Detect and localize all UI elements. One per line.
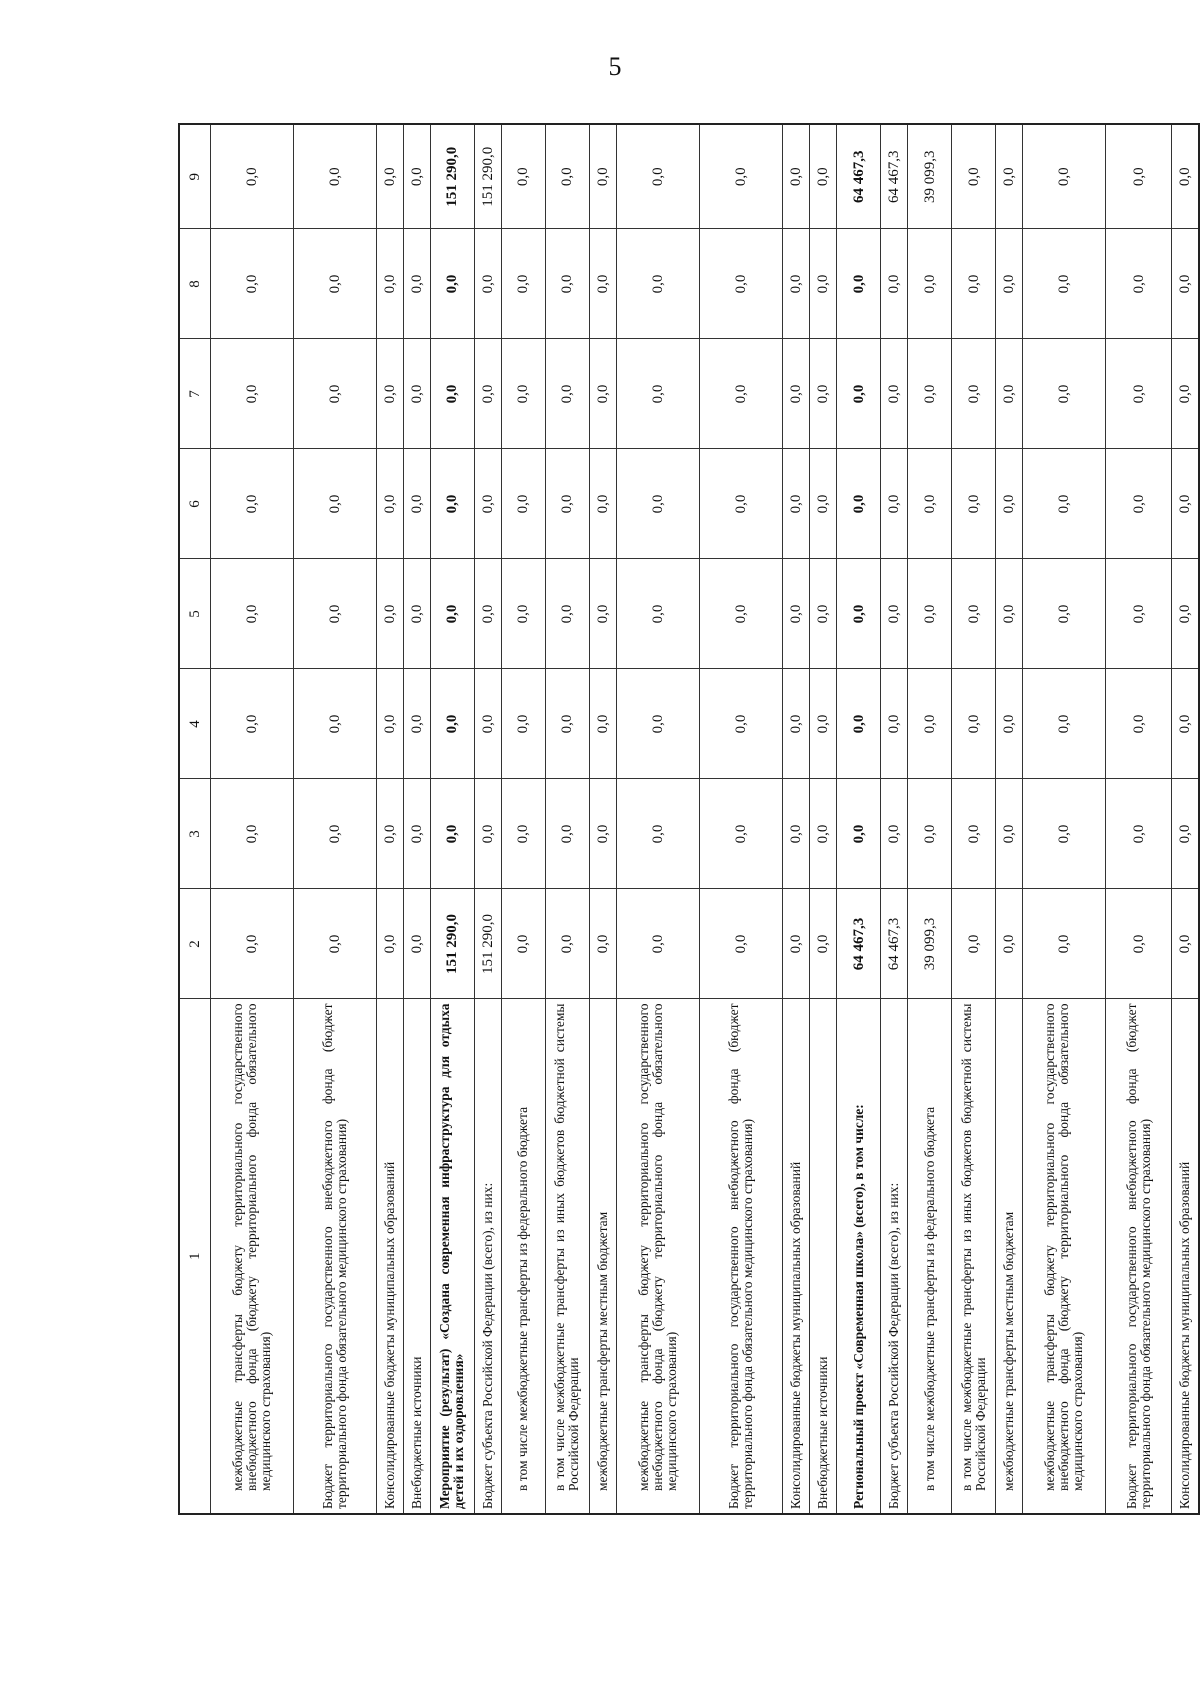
row-value: 0,0 xyxy=(837,339,881,449)
row-value: 0,0 xyxy=(293,559,376,669)
row-value: 0,0 xyxy=(1023,124,1106,229)
row-value: 0,0 xyxy=(837,229,881,339)
row-value: 0,0 xyxy=(1023,229,1106,339)
table-row xyxy=(700,124,783,1514)
row-value: 0,0 xyxy=(908,779,952,889)
table-row xyxy=(952,124,996,1514)
row-value: 151 290,0 xyxy=(475,124,502,229)
row-value: 0,0 xyxy=(810,889,837,999)
row-value: 0,0 xyxy=(810,559,837,669)
row-value: 151 290,0 xyxy=(475,889,502,999)
column-header: 7 xyxy=(179,339,210,449)
row-value: 0,0 xyxy=(996,339,1023,449)
row-label: Мероприятие (результат) «Создана современная инфраструктура для отдыха детей и их оздоровления» xyxy=(430,999,474,1514)
row-value: 0,0 xyxy=(1172,779,1199,889)
row-value: 0,0 xyxy=(1023,339,1106,449)
row-value: 0,0 xyxy=(1106,889,1172,999)
row-value: 0,0 xyxy=(210,779,293,889)
row-value: 0,0 xyxy=(545,229,589,339)
table-row xyxy=(545,124,589,1514)
row-value: 0,0 xyxy=(996,449,1023,559)
row-value: 0,0 xyxy=(700,889,783,999)
column-header: 4 xyxy=(179,669,210,779)
row-value: 0,0 xyxy=(293,339,376,449)
table-row xyxy=(1023,124,1106,1514)
row-label: межбюджетные трансферты бюджету территориального государственного внебюджетного фонда (бюджету территориального фонда обязательного медицинского страхования) xyxy=(1023,999,1106,1514)
row-value: 0,0 xyxy=(590,229,617,339)
row-value: 0,0 xyxy=(404,669,431,779)
row-value: 151 290,0 xyxy=(430,124,474,229)
row-label: Внебюджетные источники xyxy=(404,999,431,1514)
row-value: 0,0 xyxy=(377,229,404,339)
row-value: 0,0 xyxy=(1106,559,1172,669)
row-value: 151 290,0 xyxy=(430,889,474,999)
row-value: 0,0 xyxy=(377,124,404,229)
row-value: 0,0 xyxy=(501,449,545,559)
row-value: 0,0 xyxy=(501,339,545,449)
row-value: 0,0 xyxy=(881,669,908,779)
row-label: Бюджет территориального государственного внебюджетного фонда (бюджет территориального фонда обязательного медицинского страхования) xyxy=(1106,999,1172,1514)
row-value: 0,0 xyxy=(810,669,837,779)
row-value: 0,0 xyxy=(377,889,404,999)
row-value: 0,0 xyxy=(404,124,431,229)
table-row xyxy=(1106,124,1172,1514)
row-value: 0,0 xyxy=(1172,889,1199,999)
table-row xyxy=(996,124,1023,1514)
row-value: 0,0 xyxy=(1106,669,1172,779)
row-value: 0,0 xyxy=(501,889,545,999)
row-value: 0,0 xyxy=(837,559,881,669)
row-value: 0,0 xyxy=(475,449,502,559)
row-value: 0,0 xyxy=(996,669,1023,779)
table-row xyxy=(590,124,617,1514)
row-value: 0,0 xyxy=(377,449,404,559)
row-value: 0,0 xyxy=(293,889,376,999)
row-value: 0,0 xyxy=(996,889,1023,999)
row-value: 0,0 xyxy=(837,779,881,889)
row-value: 0,0 xyxy=(810,339,837,449)
row-value: 0,0 xyxy=(1172,339,1199,449)
row-value: 0,0 xyxy=(952,669,996,779)
column-header: 8 xyxy=(179,229,210,339)
row-value: 0,0 xyxy=(837,669,881,779)
row-value: 0,0 xyxy=(501,669,545,779)
row-value: 0,0 xyxy=(501,124,545,229)
row-value: 39 099,3 xyxy=(908,889,952,999)
row-value: 0,0 xyxy=(590,559,617,669)
row-value: 0,0 xyxy=(810,229,837,339)
row-value: 0,0 xyxy=(404,229,431,339)
row-value: 0,0 xyxy=(1023,449,1106,559)
row-value: 0,0 xyxy=(616,449,699,559)
table-row xyxy=(616,124,699,1514)
row-value: 0,0 xyxy=(700,779,783,889)
row-value: 0,0 xyxy=(404,559,431,669)
row-value: 0,0 xyxy=(590,669,617,779)
row-value: 0,0 xyxy=(616,889,699,999)
row-value: 0,0 xyxy=(590,339,617,449)
row-value: 64 467,3 xyxy=(837,889,881,999)
row-value: 0,0 xyxy=(700,559,783,669)
row-value: 0,0 xyxy=(881,339,908,449)
row-label: Бюджет территориального государственного внебюджетного фонда (бюджет территориального фонда обязательного медицинского страхования) xyxy=(293,999,376,1514)
row-value: 0,0 xyxy=(590,889,617,999)
row-label: Бюджет субъекта Российской Федерации (всего), из них: xyxy=(881,999,908,1514)
row-value: 0,0 xyxy=(377,339,404,449)
row-value: 0,0 xyxy=(1106,339,1172,449)
row-value: 0,0 xyxy=(404,779,431,889)
row-value: 0,0 xyxy=(210,559,293,669)
row-value: 0,0 xyxy=(475,779,502,889)
row-value: 0,0 xyxy=(783,889,810,999)
row-value: 39 099,3 xyxy=(908,124,952,229)
row-value: 0,0 xyxy=(545,669,589,779)
row-value: 0,0 xyxy=(545,889,589,999)
row-value: 0,0 xyxy=(293,669,376,779)
row-value: 0,0 xyxy=(404,449,431,559)
table-row xyxy=(377,124,404,1514)
row-value: 0,0 xyxy=(210,889,293,999)
row-value: 0,0 xyxy=(908,669,952,779)
row-value: 0,0 xyxy=(996,124,1023,229)
row-value: 0,0 xyxy=(590,779,617,889)
row-value: 0,0 xyxy=(783,559,810,669)
row-label: в том числе межбюджетные трансферты из иных бюджетов бюджетной системы Российской Федерации xyxy=(952,999,996,1514)
row-value: 0,0 xyxy=(952,889,996,999)
row-value: 0,0 xyxy=(881,449,908,559)
row-value: 64 467,3 xyxy=(881,889,908,999)
row-value: 0,0 xyxy=(908,449,952,559)
row-value: 0,0 xyxy=(475,339,502,449)
row-label: межбюджетные трансферты местным бюджетам xyxy=(996,999,1023,1514)
row-label: Бюджет субъекта Российской Федерации (всего), из них: xyxy=(475,999,502,1514)
row-value: 0,0 xyxy=(783,339,810,449)
row-value: 0,0 xyxy=(996,779,1023,889)
row-value: 0,0 xyxy=(501,559,545,669)
row-value: 0,0 xyxy=(783,779,810,889)
row-value: 0,0 xyxy=(616,124,699,229)
page-number: 5 xyxy=(608,52,622,81)
table-row xyxy=(404,124,431,1514)
row-value: 0,0 xyxy=(952,339,996,449)
column-header: 6 xyxy=(179,449,210,559)
row-value: 0,0 xyxy=(475,229,502,339)
row-label: Региональный проект «Современная школа» (всего), в том числе: xyxy=(837,999,881,1514)
row-value: 0,0 xyxy=(545,124,589,229)
row-value: 0,0 xyxy=(475,669,502,779)
table-row xyxy=(501,124,545,1514)
row-value: 0,0 xyxy=(590,449,617,559)
table-row xyxy=(837,124,881,1514)
row-value: 0,0 xyxy=(210,669,293,779)
row-value: 0,0 xyxy=(783,124,810,229)
table-row xyxy=(210,124,293,1514)
row-value: 0,0 xyxy=(293,779,376,889)
row-value: 0,0 xyxy=(377,559,404,669)
row-value: 0,0 xyxy=(293,229,376,339)
row-value: 0,0 xyxy=(1106,779,1172,889)
row-label: Консолидированные бюджеты муниципальных образований xyxy=(783,999,810,1514)
row-value: 0,0 xyxy=(952,779,996,889)
row-value: 0,0 xyxy=(1106,449,1172,559)
row-value: 0,0 xyxy=(475,559,502,669)
table-row xyxy=(293,124,376,1514)
row-value: 0,0 xyxy=(881,559,908,669)
row-value: 0,0 xyxy=(996,229,1023,339)
table-row xyxy=(430,124,474,1514)
row-value: 0,0 xyxy=(616,779,699,889)
row-value: 0,0 xyxy=(700,449,783,559)
row-value: 0,0 xyxy=(908,229,952,339)
column-header: 9 xyxy=(179,124,210,229)
row-value: 0,0 xyxy=(430,779,474,889)
budget-table xyxy=(178,123,1200,1515)
row-value: 0,0 xyxy=(881,779,908,889)
row-value: 0,0 xyxy=(783,229,810,339)
table-body xyxy=(179,124,1199,1514)
row-value: 0,0 xyxy=(293,124,376,229)
row-value: 0,0 xyxy=(210,229,293,339)
row-value: 0,0 xyxy=(837,449,881,559)
row-label: в том числе межбюджетные трансферты из иных бюджетов бюджетной системы Российской Федерации xyxy=(545,999,589,1514)
row-value: 0,0 xyxy=(1172,124,1199,229)
row-label: Внебюджетные источники xyxy=(810,999,837,1514)
row-value: 0,0 xyxy=(377,669,404,779)
row-value: 0,0 xyxy=(1172,229,1199,339)
row-value: 0,0 xyxy=(210,449,293,559)
row-value: 0,0 xyxy=(1023,779,1106,889)
row-label: межбюджетные трансферты местным бюджетам xyxy=(590,999,617,1514)
table-row xyxy=(810,124,837,1514)
row-value: 0,0 xyxy=(952,124,996,229)
row-value: 0,0 xyxy=(616,669,699,779)
row-value: 64 467,3 xyxy=(881,124,908,229)
column-header: 5 xyxy=(179,559,210,669)
table-row xyxy=(881,124,908,1514)
table-header-row xyxy=(179,124,210,1514)
row-value: 0,0 xyxy=(1023,889,1106,999)
row-value: 0,0 xyxy=(616,339,699,449)
row-label: Консолидированные бюджеты муниципальных образований xyxy=(1172,999,1199,1514)
row-value: 0,0 xyxy=(430,339,474,449)
row-label: межбюджетные трансферты бюджету территориального государственного внебюджетного фонда (бюджету территориального фонда обязательного медицинского страхования) xyxy=(210,999,293,1514)
row-value: 0,0 xyxy=(810,449,837,559)
row-value: 0,0 xyxy=(430,229,474,339)
table-row xyxy=(1172,124,1199,1514)
row-value: 0,0 xyxy=(545,779,589,889)
row-value: 0,0 xyxy=(501,229,545,339)
row-value: 64 467,3 xyxy=(837,124,881,229)
row-value: 0,0 xyxy=(700,669,783,779)
row-value: 0,0 xyxy=(293,449,376,559)
row-label: Консолидированные бюджеты муниципальных образований xyxy=(377,999,404,1514)
row-value: 0,0 xyxy=(1106,124,1172,229)
row-value: 0,0 xyxy=(1106,229,1172,339)
row-value: 0,0 xyxy=(700,229,783,339)
row-value: 0,0 xyxy=(430,449,474,559)
row-value: 0,0 xyxy=(783,449,810,559)
row-value: 0,0 xyxy=(810,124,837,229)
row-value: 0,0 xyxy=(810,779,837,889)
row-value: 0,0 xyxy=(1172,449,1199,559)
column-header: 1 xyxy=(179,999,210,1514)
row-value: 0,0 xyxy=(908,339,952,449)
row-value: 0,0 xyxy=(430,669,474,779)
row-value: 0,0 xyxy=(545,339,589,449)
table-row xyxy=(783,124,810,1514)
row-value: 0,0 xyxy=(616,229,699,339)
row-value: 0,0 xyxy=(700,124,783,229)
row-value: 0,0 xyxy=(1023,559,1106,669)
row-label: межбюджетные трансферты бюджету территориального государственного внебюджетного фонда (бюджету территориального фонда обязательного медицинского страхования) xyxy=(616,999,699,1514)
row-label: в том числе межбюджетные трансферты из федерального бюджета xyxy=(908,999,952,1514)
row-value: 0,0 xyxy=(616,559,699,669)
row-value: 0,0 xyxy=(700,339,783,449)
row-value: 0,0 xyxy=(545,449,589,559)
row-label: в том числе межбюджетные трансферты из федерального бюджета xyxy=(501,999,545,1514)
row-value: 0,0 xyxy=(952,559,996,669)
row-value: 0,0 xyxy=(430,559,474,669)
table-row xyxy=(908,124,952,1514)
row-value: 0,0 xyxy=(952,229,996,339)
row-value: 0,0 xyxy=(545,559,589,669)
row-value: 0,0 xyxy=(952,449,996,559)
row-value: 0,0 xyxy=(881,229,908,339)
row-value: 0,0 xyxy=(590,124,617,229)
column-header: 2 xyxy=(179,889,210,999)
row-value: 0,0 xyxy=(377,779,404,889)
row-value: 0,0 xyxy=(501,779,545,889)
budget-table-rotated xyxy=(178,125,1200,1515)
column-header: 3 xyxy=(179,779,210,889)
row-value: 0,0 xyxy=(1023,669,1106,779)
row-value: 0,0 xyxy=(210,339,293,449)
row-value: 0,0 xyxy=(404,889,431,999)
row-value: 0,0 xyxy=(1172,559,1199,669)
row-value: 0,0 xyxy=(210,124,293,229)
row-value: 0,0 xyxy=(783,669,810,779)
table-row xyxy=(475,124,502,1514)
row-value: 0,0 xyxy=(404,339,431,449)
row-value: 0,0 xyxy=(1172,669,1199,779)
row-value: 0,0 xyxy=(908,559,952,669)
row-value: 0,0 xyxy=(996,559,1023,669)
row-label: Бюджет территориального государственного внебюджетного фонда (бюджет территориального фонда обязательного медицинского страхования) xyxy=(700,999,783,1514)
